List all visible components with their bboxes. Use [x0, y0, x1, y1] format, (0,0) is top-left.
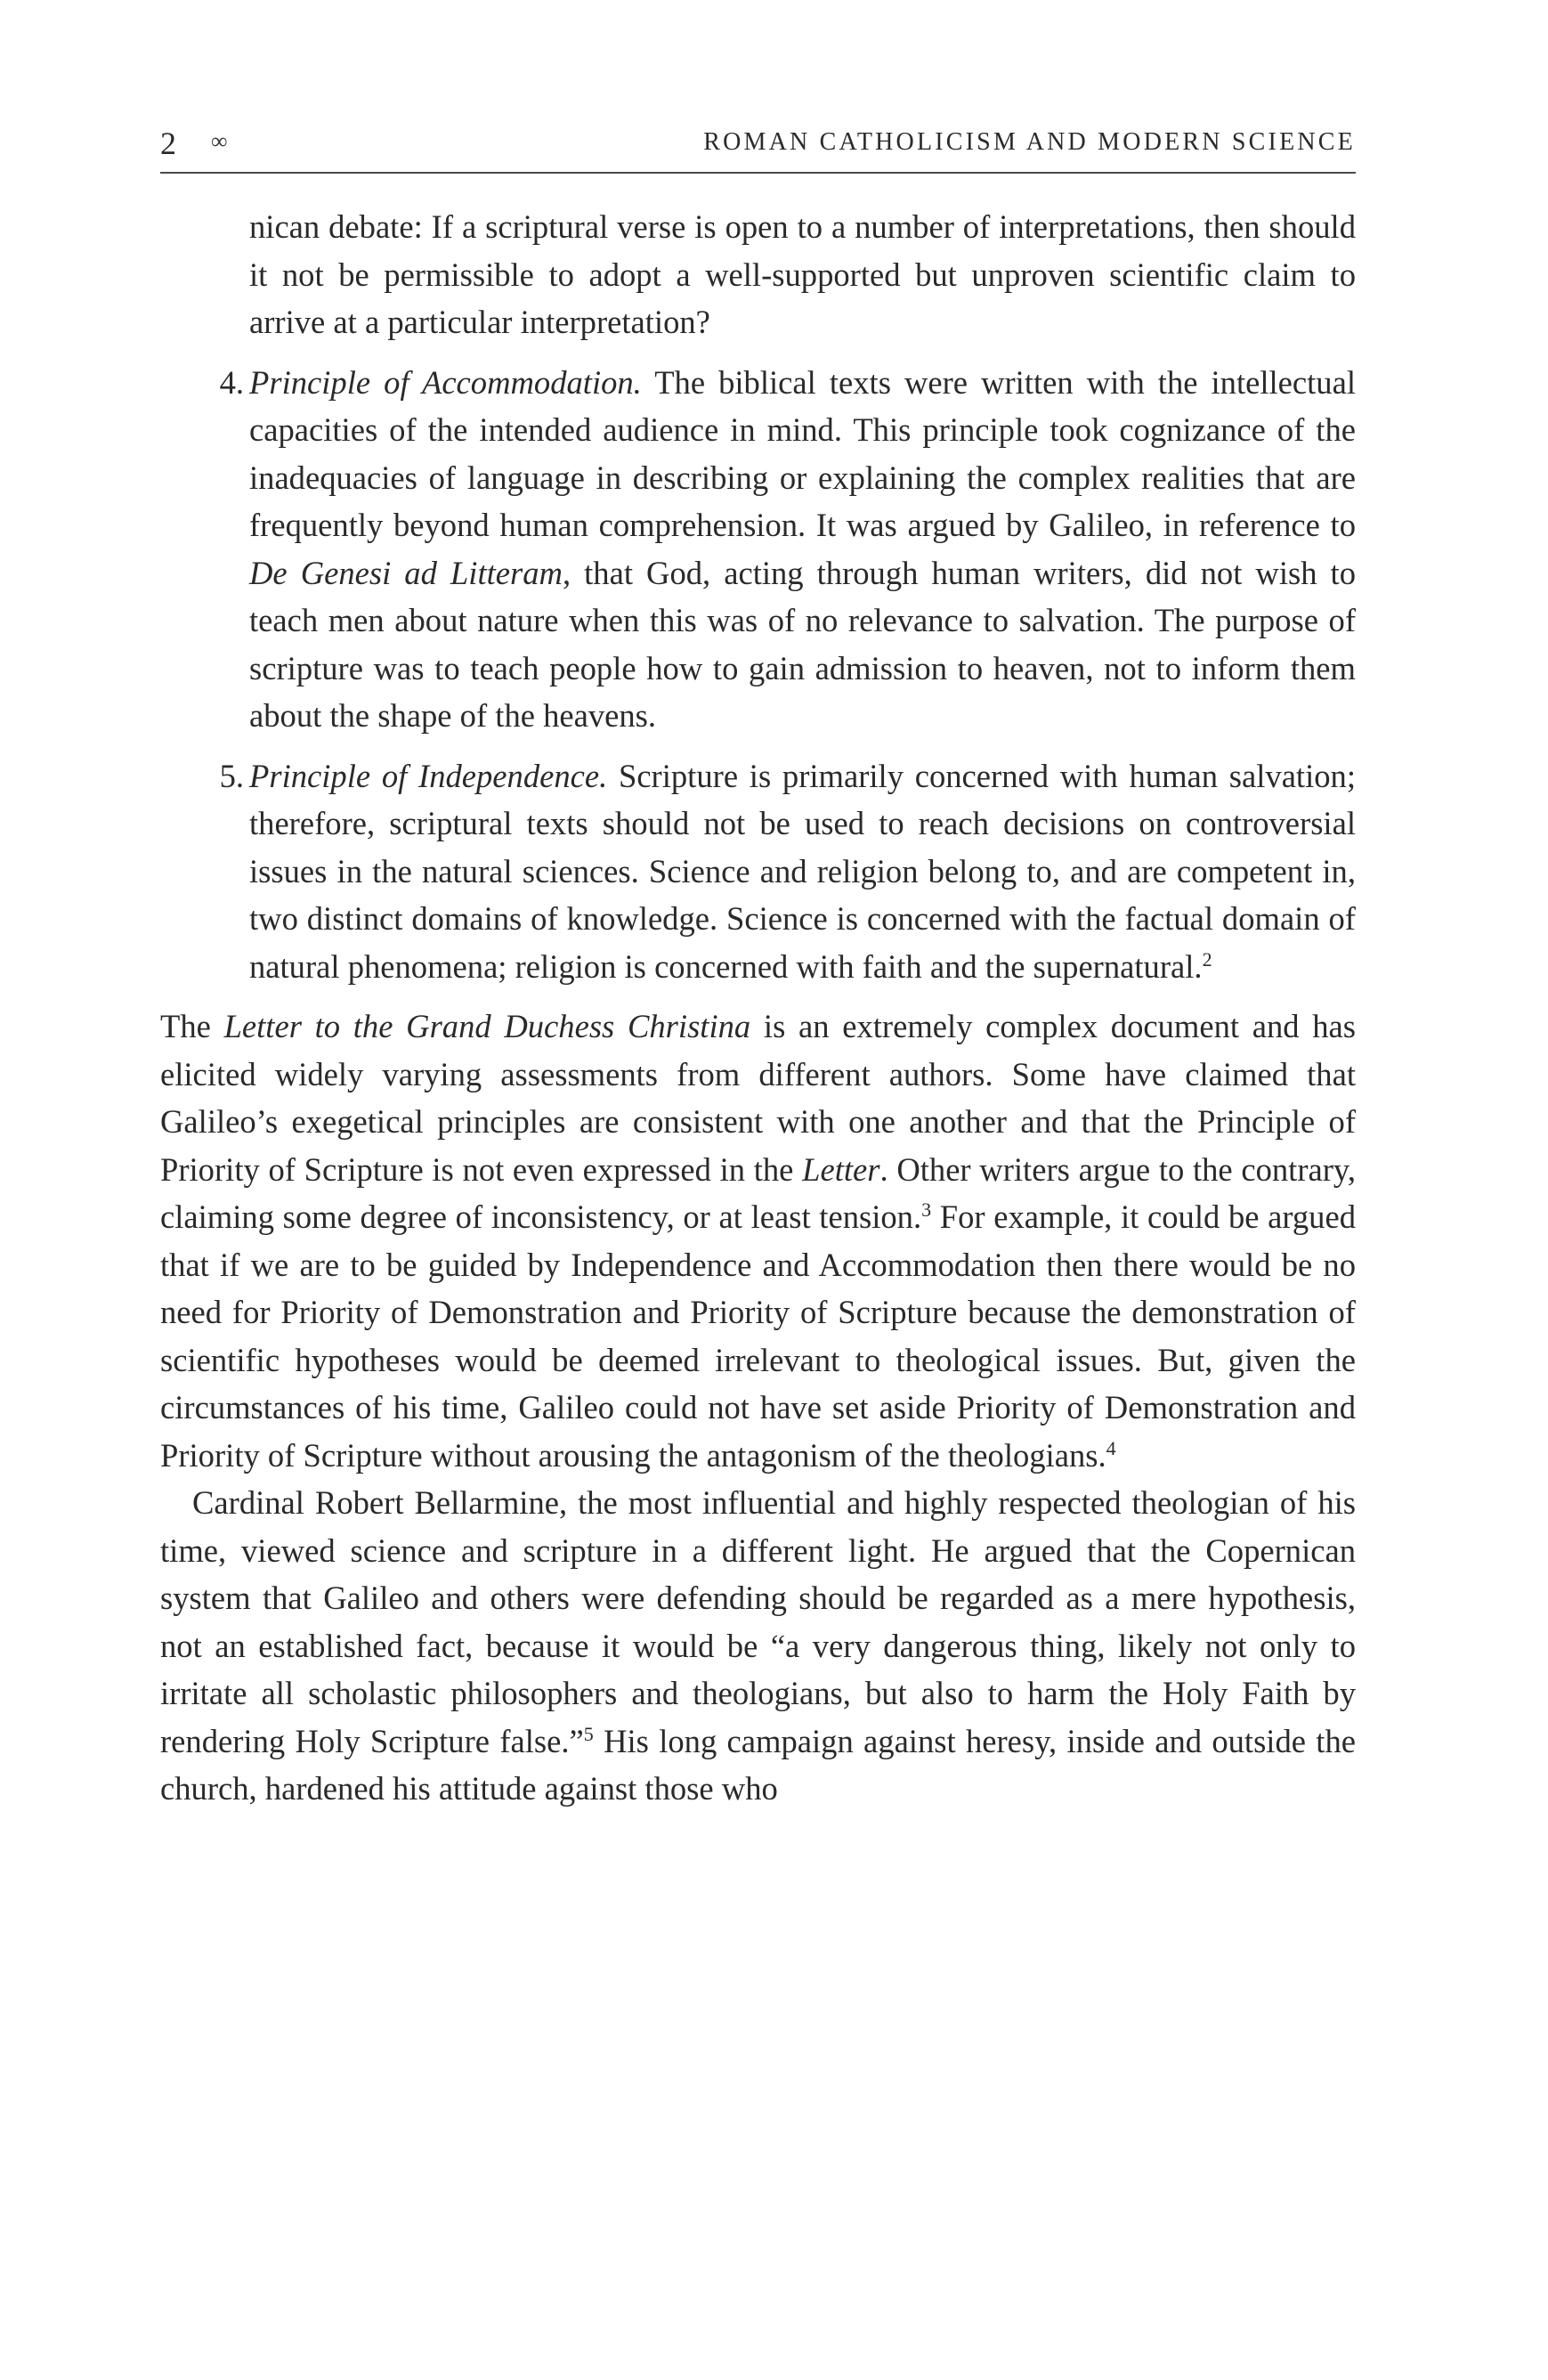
running-title: ROMAN CATHOLICISM AND MODERN SCIENCE — [703, 128, 1356, 156]
list-number: 4. — [219, 363, 244, 401]
principle-heading: Principle of Accommodation. — [249, 363, 642, 401]
work-title: De Genesi ad Litteram — [249, 554, 563, 591]
paragraph: Cardinal Robert Bellarmine, the most influential and highly respected theologian of his time, viewed science and scripture in a different light. He argued that the Copernican system that Galileo and others were defending should be regarded as a mere hypothesis, not an established fact, because it would be “a very dangerous thing, likely not only to irritate all scholastic philosophers and theologians, but also to harm the Holy Faith by rendering Holy Scripture false.”$^5$ His long campaign against heresy, inside and outside the church, hardened his attitude against those who — [160, 1484, 1356, 1807]
list-number: 5. — [219, 757, 244, 794]
running-head — [160, 125, 1356, 169]
letter-short-title: Letter — [802, 1150, 880, 1188]
footnote-ref: 2 — [1202, 947, 1212, 971]
footnote-ref: 5 — [583, 1722, 594, 1745]
footnote-ref: 3 — [921, 1198, 932, 1221]
infinity-ornament-icon: ∞ — [211, 128, 228, 154]
header-rule — [160, 172, 1356, 174]
list-item-5 — [160, 752, 1356, 991]
body-text — [160, 203, 1356, 1813]
list-item-3-continuation: nican debate: If a scriptural verse is open to a number of interpretations, then should it not be permissible to adopt a well-supported but unproven scientific claim to arrive at a particular interpretation? — [249, 208, 1356, 340]
letter-title: Letter to the Grand Duchess Christina — [223, 1008, 751, 1044]
principle-heading: Principle of Independence. — [249, 757, 608, 794]
paragraph: The Letter to the Grand Duchess Christina is an extremely complex document and has elicited widely varying assessments from different authors. Some have claimed that Galileo’s exegetical principles are consistent with one another and that the Principle of Priority of Scripture is not even expressed in the Letter. Other writers argue to the contrary, claiming some degree of inconsistency, or at least tension.$^3$ For example, it could be argued that if we are to be guided by Independence and Accommodation then there would be no need for Priority of Demonstration and Priority of Scripture because the demonstration of scientific hypotheses would be deemed irrelevant to theological issues. But, given the circumstances of his time, Galileo could not have set aside Priority of Demonstration and Priority of Scripture without arousing the antagonism of the theologians.$^4$ — [160, 1008, 1356, 1474]
list-item-body: Principle of Independence. Scripture is primarily concerned with human salvation; therefore, scriptural texts should not be used to reach decisions on controversial issues in the natural sciences. Science and religion belong to, and are competent in, two distinct domains of knowledge. Science is concerned with the factual domain of natural phenomena; religion is concerned with faith and the supernatural.$^2$ — [249, 757, 1356, 985]
page-number: 2 — [160, 126, 176, 161]
footnote-ref: 4 — [1106, 1436, 1116, 1459]
list-item-4 — [160, 359, 1356, 740]
list-item-body: Principle of Accommodation. The biblical texts were written with the intellectual capacities of the intended audience in mind. This principle took cognizance of the inadequacies of language in describing or explaining the complex realities that are frequently beyond human comprehension. It was argued by Galileo, in reference to De Genesi ad Litteram, that God, acting through human writers, did not wish to teach men about nature when this was of no relevance to salvation. The purpose of scripture was to teach people how to gain admission to heaven, not to inform them about the shape of the heavens. — [249, 363, 1357, 734]
